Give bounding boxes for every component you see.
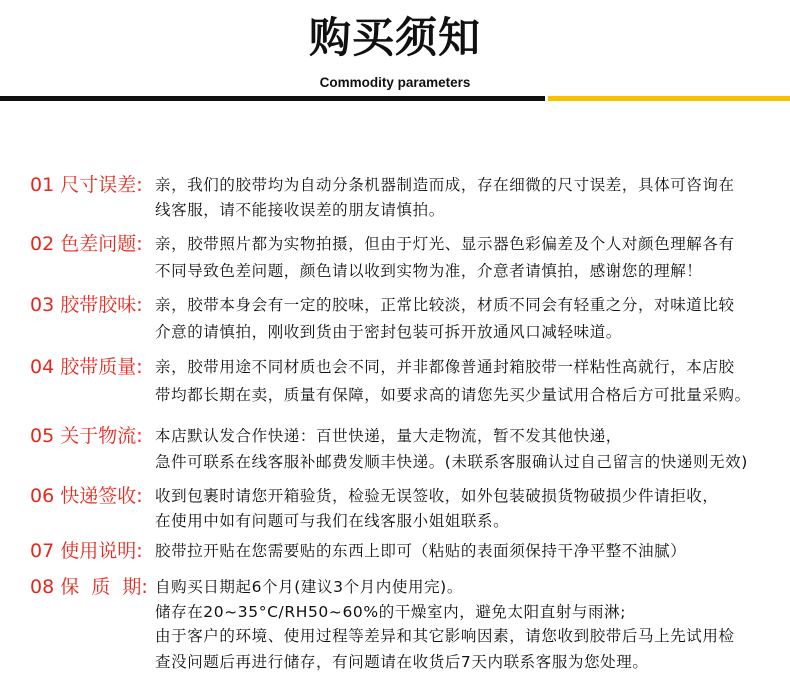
notice-line: 亲，我们的胶带均为自动分条机器制造而成，存在细微的尺寸误差，具体可咨询在 bbox=[155, 176, 735, 194]
notice-label: 08 保 质 期: bbox=[30, 576, 148, 598]
notice-line: 储存在20~35°C/RH50~60%的干燥室内，避免太阳直射与雨淋; bbox=[155, 603, 627, 621]
divider-dark bbox=[0, 96, 545, 101]
notice-label: 01 尺寸误差: bbox=[30, 174, 143, 196]
notice-label: 04 胶带质量: bbox=[30, 356, 143, 378]
notice-line: 胶带拉开贴在您需要贴的东西上即可（粘贴的表面须保持干净平整不油腻） bbox=[155, 542, 687, 560]
notice-line: 查没问题后再进行储存，有问题请在收货后7天内联系客服为您处理。 bbox=[155, 653, 649, 671]
notice-line: 自购买日期起6个月(建议3个月内使用完)。 bbox=[155, 578, 463, 596]
notice-line: 本店默认发合作快递：百世快递，量大走物流，暂不发其他快递， bbox=[155, 427, 622, 445]
notice-line: 亲，胶带本身会有一定的胶味，正常比较淡，材质不同会有轻重之分，对味道比较 bbox=[155, 296, 735, 314]
notice-label: 07 使用说明: bbox=[30, 540, 143, 562]
notice-line: 在使用中如有问题可与我们在线客服小姐姐联系。 bbox=[155, 512, 510, 530]
page-subtitle: Commodity parameters bbox=[319, 75, 471, 90]
page-title: 购买须知 bbox=[308, 13, 481, 62]
notice-line: 急件可联系在线客服补邮费发顺丰快递。(未联系客服确认过自己留言的快递则无效) bbox=[155, 453, 748, 471]
notice-line: 亲，胶带照片都为实物拍摄，但由于灯光、显示器色彩偏差及个人对颜色理解各有 bbox=[155, 235, 735, 253]
notice-label: 05 关于物流: bbox=[30, 425, 143, 447]
notice-line: 介意的请慎拍，刚收到货由于密封包装可拆开放通风口减轻味道。 bbox=[155, 323, 622, 341]
notice-line: 收到包裹时请您开箱验货，检验无误签收，如外包装破损货物破损少件请拒收， bbox=[155, 487, 719, 505]
notice-line: 由于客户的环境、使用过程等差异和其它影响因素，请您收到胶带后马上先试用检 bbox=[155, 627, 735, 645]
notice-label: 02 色差问题: bbox=[30, 233, 143, 255]
notice-label: 03 胶带胶味: bbox=[30, 294, 143, 316]
notice-line: 不同导致色差问题，颜色请以收到实物为准，介意者请慎拍，感谢您的理解！ bbox=[155, 262, 703, 280]
notice-line: 亲，胶带用途不同材质也会不同，并非都像普通封箱胶带一样粘性高就行，本店胶 bbox=[155, 358, 735, 376]
notice-line: 带均都长期在卖，质量有保障，如要求高的请您先买少量试用合格后方可批量采购。 bbox=[155, 386, 751, 404]
divider-accent bbox=[548, 96, 790, 101]
notice-line: 线客服，请不能接收误差的朋友请慎拍。 bbox=[155, 201, 445, 219]
notice-label: 06 快递签收: bbox=[30, 485, 143, 507]
